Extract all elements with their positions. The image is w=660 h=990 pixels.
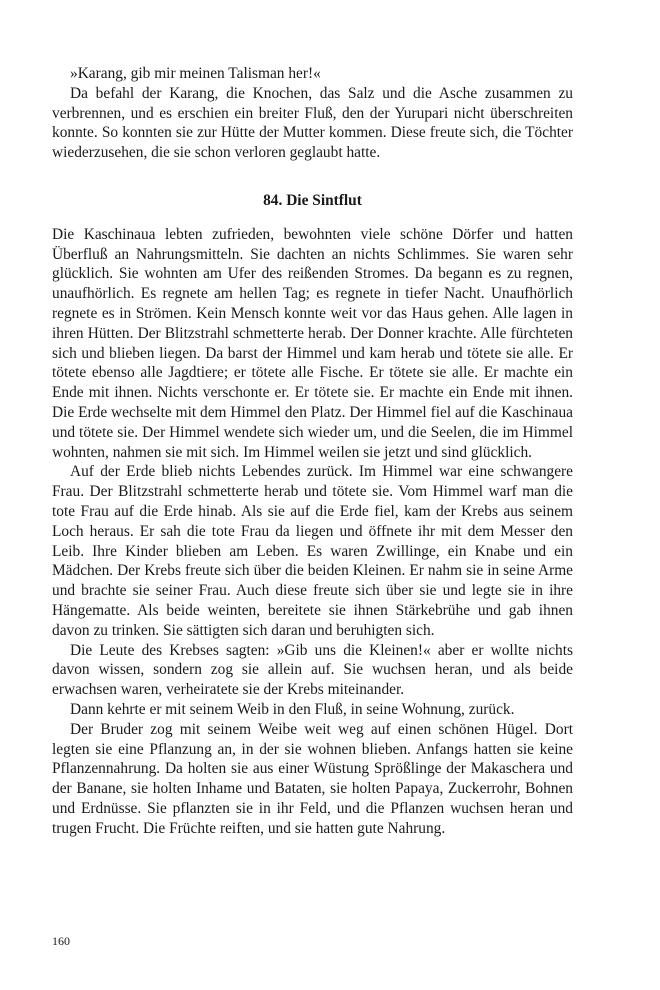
page-number: 160 bbox=[52, 934, 70, 948]
intro-paragraph-2: Da befahl der Karang, die Knochen, das Salz und die Asche zusammen zu verbrennen, und es erschien ein breiter Fluß, den der Yurupari nicht überschreiten konnte. So konnten sie zur Hütte der Mutter kommen. Diese freute sich, die Töchter wiederzusehen, die sie schon verloren geglaubt hatte. bbox=[52, 84, 573, 162]
section-title: 84. Die Sintflut bbox=[263, 191, 362, 209]
story-paragraph-2: Auf der Erde blieb nichts Lebendes zurück. Im Himmel war eine schwangere Frau. Der Blitzstrahl schmetterte herab und tötete sie. Vom Himmel warf man die tote Frau auf die Erde hinab. Als sie auf die Erde fiel, kam der Krebs aus seinem Loch heraus. Er sah die tote Frau da liegen und öffnete ihr mit dem Messer den Leib. Ihre Kinder blieben am Leben. Es waren Zwillinge, ein Knabe und ein Mädchen. Der Krebs freute sich über die beiden Kleinen. Er nahm sie in seine Arme und brachte sie seiner Frau. Auch diese freute sich über sie und legte sie in ihre Hängematte. Als beide weinten, bereitete sie ihnen Stärkebrühe und gab ihnen davon zu trinken. Sie sättigten sich daran und beruhigten sich. bbox=[52, 463, 573, 639]
story-paragraph-3: Die Leute des Krebses sagten: »Gib uns die Kleinen!« aber er wollte nichts davon wissen, sondern zog sie allein auf. Sie wuchsen heran, und als beide erwachsen waren, verheiratete sie der Krebs miteinander. bbox=[52, 641, 573, 699]
story-paragraph-1: Die Kaschinaua lebten zufrieden, bewohnten viele schöne Dörfer und hatten Überfluß an Nahrungsmitteln. Sie dachten an nichts Schlimmes. Sie waren sehr glücklich. Sie wohnten am Ufer des reißenden Stromes. Da begann es zu regnen, unaufhörlich. Es regnete am hellen Tag; es regnete in tiefer Nacht. Unaufhörlich regnete es in Strömen. Kein Mensch konnte weit vor das Haus gehen. Alle lagen in ihren Hütten. Der Blitzstrahl schmetterte herab. Der Donner krachte. Alle fürchteten sich und blieben liegen. Da barst der Himmel und kam herab und tötete sie alle. Er tötete ebenso alle Jagdtiere; er tötete alle Fische. Er tötete sie alle. Er machte ein Ende mit ihnen. Nichts verschonte er. Er tötete sie. Er machte ein Ende mit ihnen. Die Erde wechselte mit dem Himmel den Platz. Der Himmel fiel auf die Kaschinaua und tötete sie. Der Himmel wendete sich wieder um, und die Seelen, die im Himmel wohnten, nahmen sie mit sich. Im Himmel weilen sie jetzt und sind glücklich. bbox=[52, 225, 573, 461]
intro-paragraph-1: »Karang, gib mir meinen Talisman her!« bbox=[70, 65, 321, 82]
story-paragraph-4: Dann kehrte er mit seinem Weib in den Fluß, in seine Wohnung, zurück. bbox=[70, 700, 515, 718]
book-page bbox=[52, 64, 573, 838]
story-paragraph-5: Der Bruder zog mit seinem Weibe weit weg auf einen schönen Hügel. Dort legten sie eine Pflanzung an, in der sie wohnen blieben. Anfangs hatten sie keine Pflanzennahrung. Da holten sie aus einer Wüstung Sprößlinge der Makaschera und der Banane, sie holten Inhame und Bataten, sie holten Papaya, Zuckerrohr, Bohnen und Erdnüsse. Sie pflanzten sie in ihr Feld, und die Pflanzen wuchsen heran und trugen Frucht. Die Früchte reiften, und sie hatten gute Nahrung. bbox=[52, 720, 573, 837]
